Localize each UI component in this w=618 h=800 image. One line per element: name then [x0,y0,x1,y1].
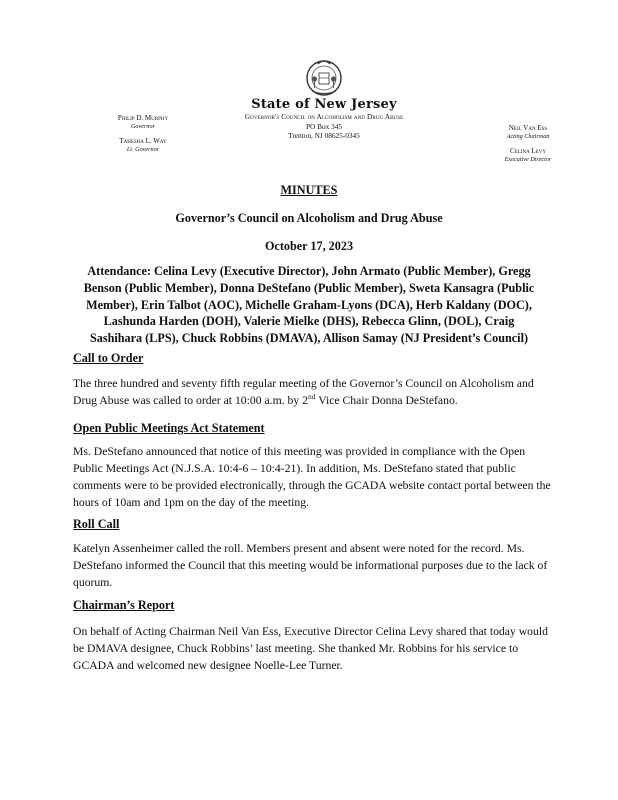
call-to-order-heading: Call to Order [73,351,144,365]
meeting-date: October 17, 2023 [264,239,354,253]
right-officials [478,124,578,164]
state-name-heading: State of New Jersey [251,97,397,112]
document-title: MINUTES [280,183,338,197]
executive-director-title: Executive Director [504,155,552,163]
council-title: Governor’s Council on Alcoholism and Drug Abuse [175,211,443,225]
roll-call-heading: Roll Call [73,517,120,531]
council-name: Governor's Council on Alcoholism and Drug Abuse [244,112,404,121]
chairman-name: Neil Van Ess [508,124,548,132]
state-seal-icon [305,57,343,97]
opma-heading: Open Public Meetings Act Statement [73,421,265,435]
ordinal-superscript: nd [308,392,316,402]
governor-title: Governor [130,122,156,130]
po-box: PO Box 345 [305,121,343,131]
attendance-list: Attendance: Celina Levy (Executive Director), John Armato (Public Member), Gregg Benson (Public Member), Donna DeStefano (Public Member), Sweta Kansagra (Public Member), Erin Talbot (AOC), Michelle Graham-Lyons (DCA), Herb Kaldany (DOC), Lashunda Harden (DOH), Valerie Mielke (DHS), Rebecca Glinn, (DOL), Craig Sashihara (LPS), Chuck Robbins (DMAVA), Allison Samay (NJ President’s Council) [83,264,535,346]
opma-text: Ms. DeStefano announced that notice of this meeting was provided in compliance with the Open Public Meetings Act (N.J.S.A. 10:4-6 – 10:4-21). In addition, Ms. DeStefano stated that public comments were to be provided electronically, through the GCADA website contact portal between the hours of 10am and 1pm on the day of the meeting. [73,445,551,509]
roll-call-text: Katelyn Assenheimer called the roll. Members present and absent were noted for the record. Ms. DeStefano informed the Council that this meeting would be informational purposes due to the lack of quorum. [73,542,548,589]
city-address: Trenton, NJ 08625-0345 [288,131,360,140]
call-to-order-text: The three hundred and seventy fifth regular meeting of the Governor’s Council on Alcoholism and Drug Abuse was called to order at 10:00 a.m. by 2nd Vice Chair Donna DeStefano. [73,377,534,407]
governor-name: Philip D. Murphy [117,114,169,122]
chairmans-report-text: On behalf of Acting Chairman Neil Van Ess, Executive Director Celina Levy shared that today would be DMAVA designee, Chuck Robbins’ last meeting. She thanked Mr. Robbins for his service to GCADA and welcomed new designee Noelle-Lee Turner. [73,625,548,672]
executive-director-name: Celina Levy [510,147,546,155]
chairman-title: Acting Chairman [506,132,550,140]
chairmans-report-heading: Chairman’s Report [73,598,175,612]
council-address-block [208,112,440,141]
left-officials [88,114,198,154]
lt-governor-title: Lt. Governor [126,145,160,153]
lt-governor-name: Tahesha L. Way [119,137,167,145]
